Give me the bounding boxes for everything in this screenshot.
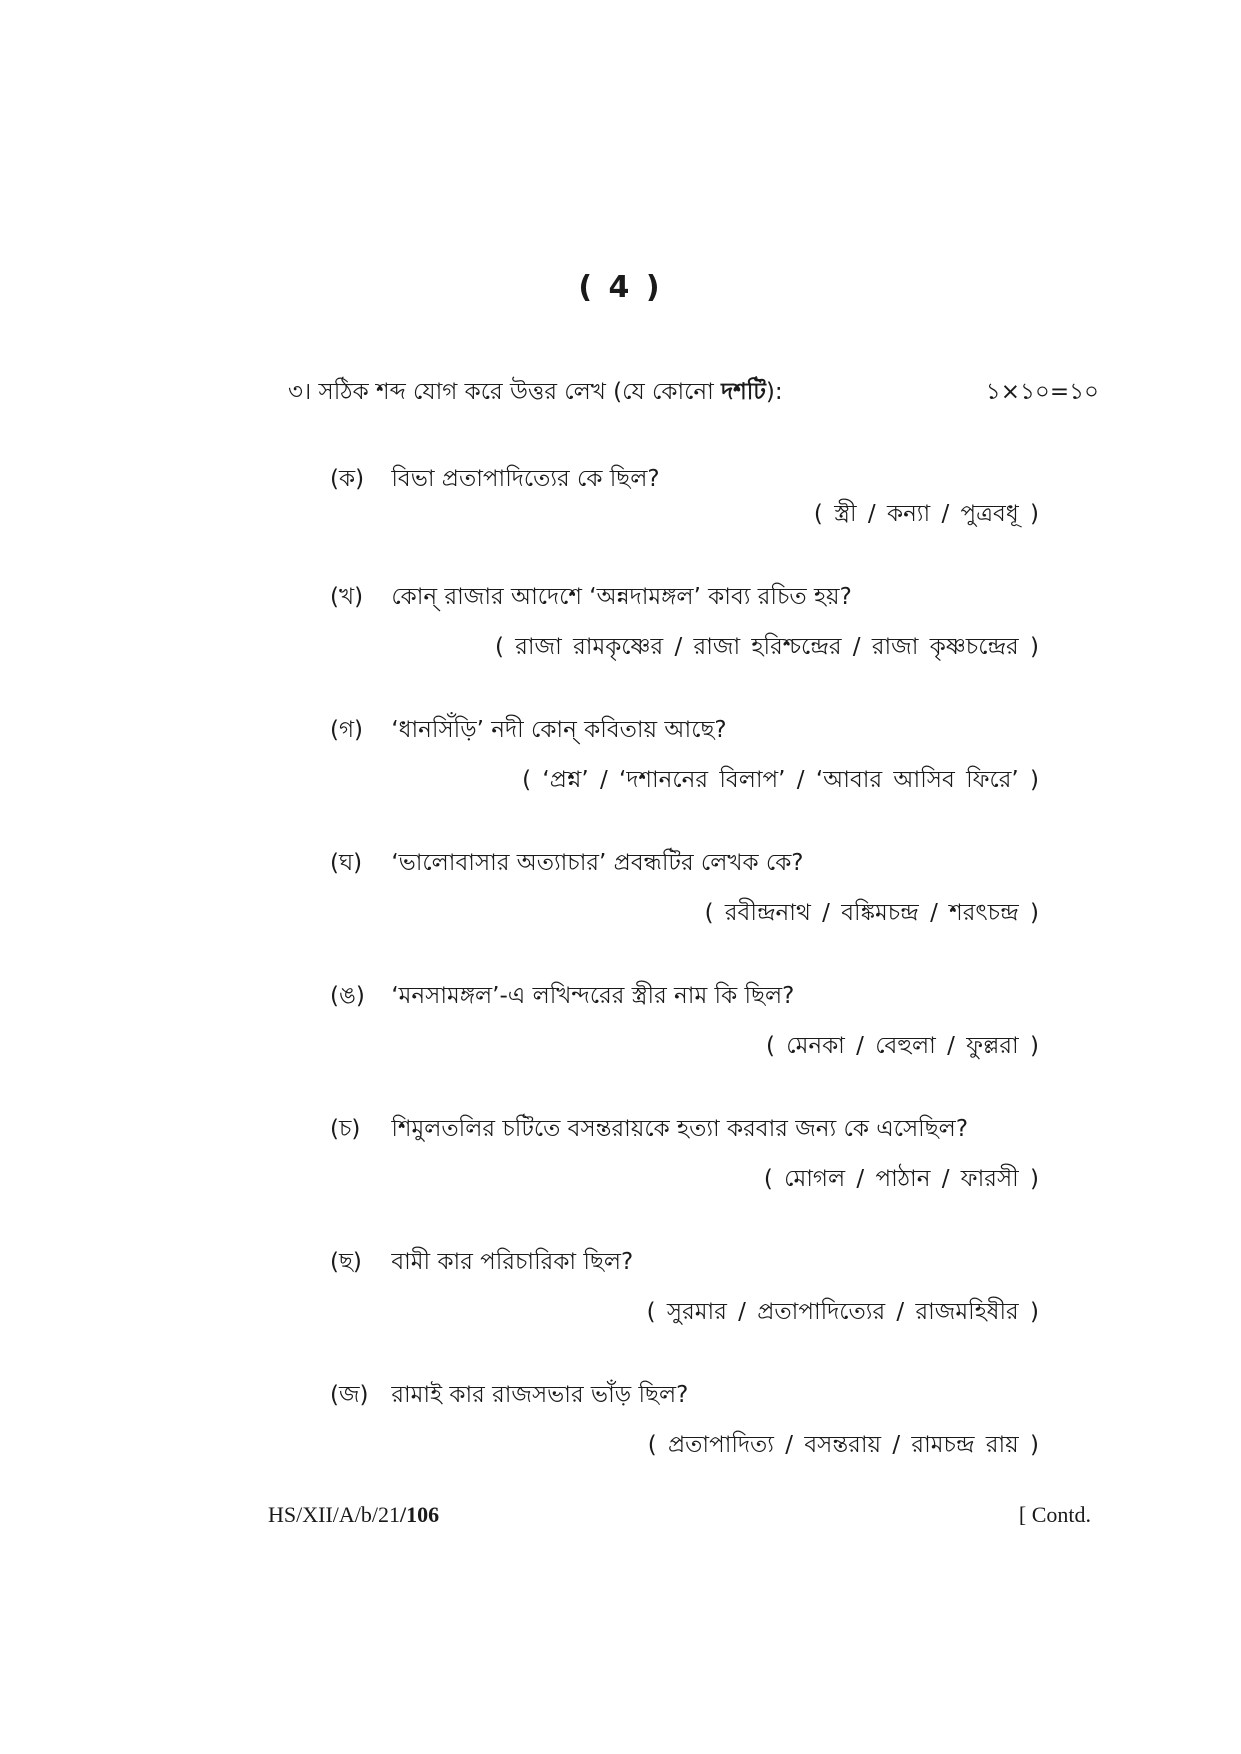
answer-options: ( রাজা রামকৃষ্ণের / রাজা হরিশ্চন্দ্রের / রাজা কৃষ্ণচন্দ্রের ) xyxy=(494,634,1039,660)
question-row xyxy=(330,1376,688,1415)
section-instruction-strong: দশটি xyxy=(721,379,766,405)
question-text: রামাই কার রাজসভার ভাঁড় ছিল? xyxy=(391,1382,689,1408)
question-row xyxy=(330,1110,968,1149)
question-text: বামী কার পরিচারিকা ছিল? xyxy=(391,1249,634,1275)
answer-options: ( মেনকা / বেহুলা / ফুল্লরা ) xyxy=(765,1033,1039,1059)
answer-options: ( প্রতাপাদিত্য / বসন্তরায় / রামচন্দ্র রায় ) xyxy=(647,1432,1039,1458)
question-label: (ঘ) xyxy=(330,850,363,876)
answer-options: ( সুরমার / প্রতাপাদিত্যের / রাজমহিষীর ) xyxy=(646,1299,1039,1325)
question-row xyxy=(330,977,794,1016)
continued-marker: [ Contd. xyxy=(1018,1502,1091,1527)
page-number: ( 4 ) xyxy=(578,270,663,305)
question-row xyxy=(330,844,804,883)
section-number: ৩। xyxy=(288,379,312,405)
question-label: (ছ) xyxy=(330,1249,362,1275)
question-text: কোন্ রাজার আদেশে ‘অন্নদামঙ্গল’ কাব্য রচিত হয়? xyxy=(391,584,852,610)
marks-allocation: ১×১০=১০ xyxy=(985,379,1099,405)
question-row xyxy=(330,1243,633,1282)
paper-code-suffix: /106 xyxy=(400,1502,440,1527)
question-row xyxy=(330,578,852,617)
question-label: (চ) xyxy=(330,1116,361,1142)
answer-options: ( মোগল / পাঠান / ফারসী ) xyxy=(763,1166,1039,1192)
question-label: (ঙ) xyxy=(330,983,365,1009)
question-text: ‘ভালোবাসার অত্যাচার’ প্রবন্ধটির লেখক কে? xyxy=(391,850,804,876)
question-label: (জ) xyxy=(330,1382,369,1408)
section-instruction-end: ): xyxy=(765,379,783,405)
question-label: (খ) xyxy=(330,584,364,610)
question-text: ‘ধানসিঁড়ি’ নদী কোন্ কবিতায় আছে? xyxy=(391,717,727,743)
question-row xyxy=(330,460,660,499)
section-instruction: সঠিক শব্দ যোগ করে উত্তর লেখ (যে কোনো xyxy=(318,379,714,405)
section-heading xyxy=(288,373,783,412)
paper-code xyxy=(268,1502,439,1528)
question-label: (গ) xyxy=(330,717,364,743)
question-text: শিমুলতলির চটিতে বসন্তরায়কে হত্যা করবার জন্য কে এসেছিল? xyxy=(391,1116,969,1142)
question-row xyxy=(330,711,727,750)
answer-options: ( স্ত্রী / কন্যা / পুত্রবধূ ) xyxy=(813,501,1039,527)
paper-code-prefix: HS/XII/A/b/21 xyxy=(268,1502,400,1527)
question-text: ‘মনসামঙ্গল’-এ লখিন্দরের স্ত্রীর নাম কি ছিল? xyxy=(391,983,795,1009)
answer-options: ( রবীন্দ্রনাথ / বঙ্কিমচন্দ্র / শরৎচন্দ্র ) xyxy=(704,900,1039,926)
answer-options: ( ‘প্রশ্ন’ / ‘দশাননের বিলাপ’ / ‘আবার আসিব ফিরে’ ) xyxy=(522,767,1039,793)
question-label: (ক) xyxy=(330,466,365,492)
question-text: বিভা প্রতাপাদিত্যের কে ছিল? xyxy=(391,466,660,492)
